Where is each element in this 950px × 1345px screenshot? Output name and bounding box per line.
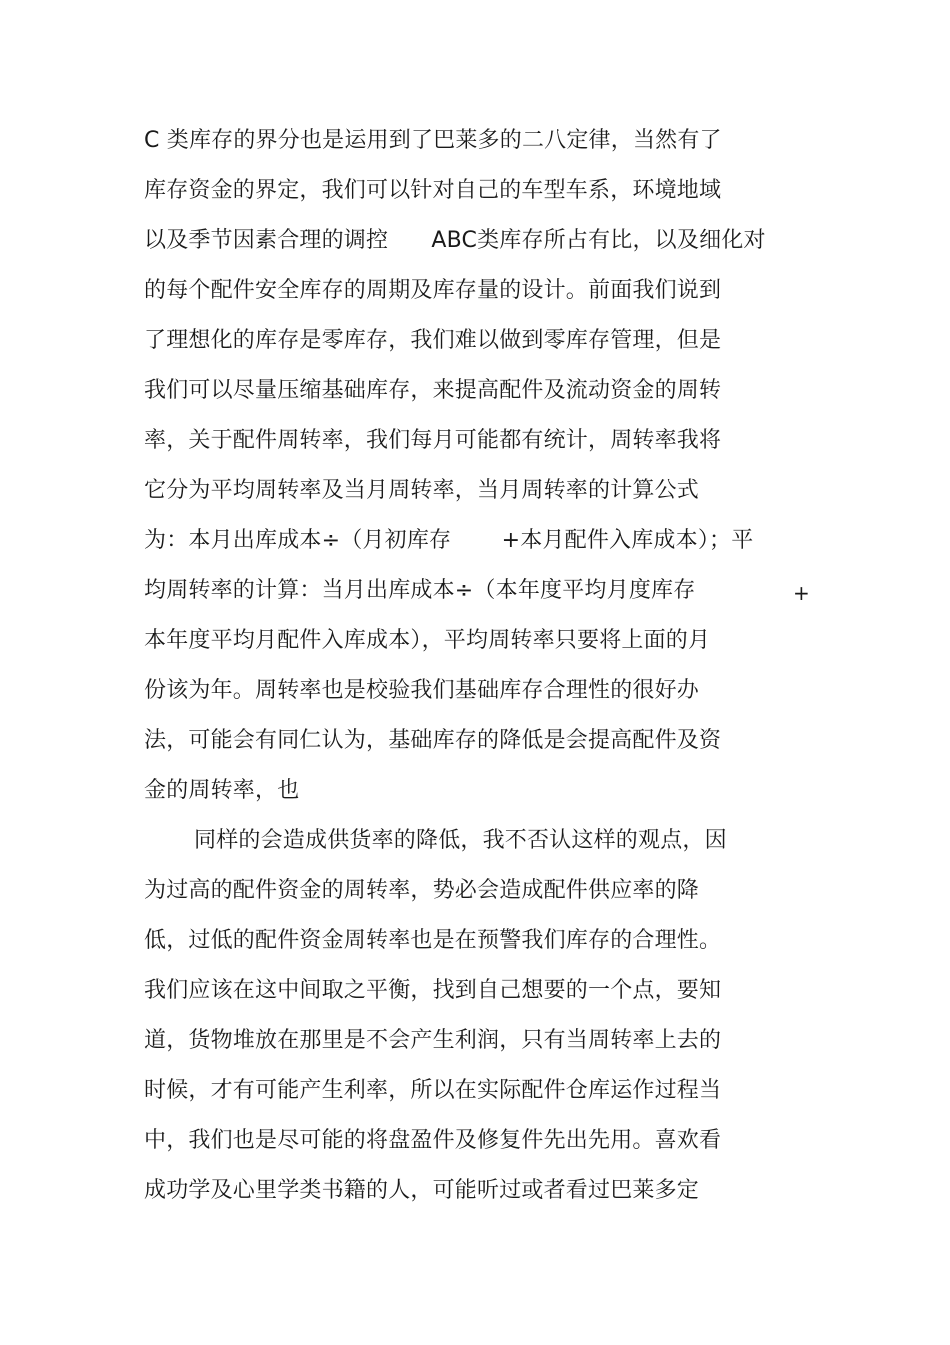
paragraph2-line-7: 中，我们也是尽可能的将盘盈件及修复件先出先用。喜欢看 [144, 1128, 722, 1153]
paragraph1-line-6: 我们可以尽量压缩基础库存，来提高配件及流动资金的周转 [144, 378, 722, 403]
paragraph1-line-9: 为：本月出库成本÷（月初库存 +本月配件入库成本）；平 [144, 528, 754, 553]
paragraph2-line-2: 为过高的配件资金的周转率，势必会造成配件供应率的降 [144, 878, 700, 903]
paragraph2-line-1: 同样的会造成供货率的降低，我不否认这样的观点，因 [194, 828, 727, 853]
paragraph1-line-11: 本年度平均月配件入库成本），平均周转率只要将上面的月 [144, 628, 711, 653]
paragraph1-line-14: 金的周转率，也 [144, 778, 300, 803]
paragraph2-line-6: 时候，才有可能产生利率，所以在实际配件仓库运作过程当 [144, 1078, 722, 1103]
paragraph1-line-12: 份该为年。周转率也是校验我们基础库存合理性的很好办 [144, 678, 700, 703]
paragraph2-line-5: 道，货物堆放在那里是不会产生利润，只有当周转率上去的 [144, 1028, 722, 1053]
paragraph1-line-4: 的每个配件安全库存的周期及库存量的设计。前面我们说到 [144, 278, 722, 303]
paragraph2-line-3: 低，过低的配件资金周转率也是在预警我们库存的合理性。 [144, 928, 722, 953]
paragraph1-line-10: 均周转率的计算：当月出库成本÷（本年度平均月度库存 [144, 578, 696, 603]
floating-plus-sign: + [793, 581, 810, 605]
paragraph1-line-3: 以及季节因素合理的调控 ABC类库存所占有比，以及细化对 [144, 228, 766, 253]
paragraph1-line-7: 率，关于配件周转率，我们每月可能都有统计，周转率我将 [144, 428, 722, 453]
paragraph1-line-13: 法，可能会有同仁认为，基础库存的降低是会提高配件及资 [144, 728, 722, 753]
paragraph2-line-4: 我们应该在这中间取之平衡，找到自己想要的一个点，要知 [144, 978, 722, 1003]
paragraph1-line-5: 了理想化的库存是零库存，我们难以做到零库存管理，但是 [144, 328, 722, 353]
paragraph1-line-8: 它分为平均周转率及当月周转率，当月周转率的计算公式 [144, 478, 700, 503]
paragraph2-line-8: 成功学及心里学类书籍的人，可能听过或者看过巴莱多定 [144, 1178, 700, 1203]
paragraph1-line-2: 库存资金的界定，我们可以针对自己的车型车系，环境地域 [144, 178, 722, 203]
paragraph1-line-1: C 类库存的界分也是运用到了巴莱多的二八定律，当然有了 [144, 128, 722, 153]
